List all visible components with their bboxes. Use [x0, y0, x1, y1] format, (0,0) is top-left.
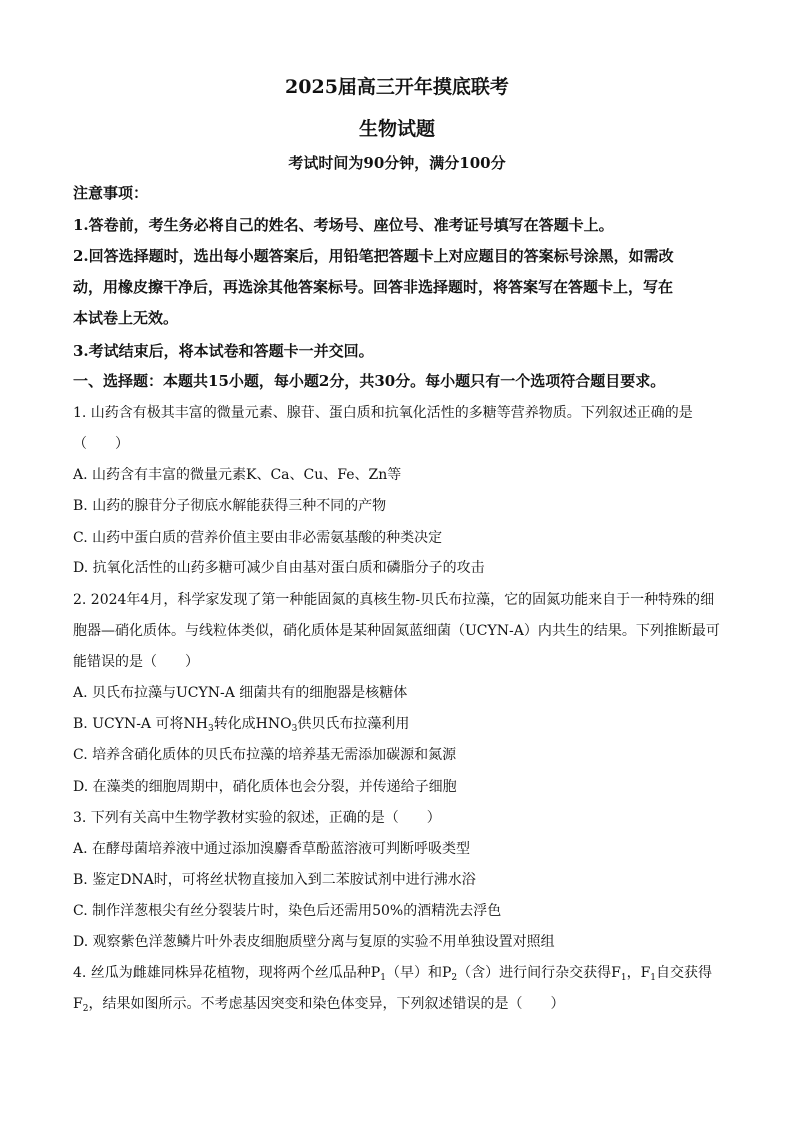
note-item-1: 1.答卷前，考生务必将自己的姓名、考场号、座位号、准考证号填写在答题卡上。	[73, 216, 614, 234]
q2-stem-line3: 能错误的是（ ）	[73, 654, 199, 670]
q3-option-c: C. 制作洋葱根尖有丝分裂装片时，染色后还需用50%的酒精洗去浮色	[73, 903, 502, 919]
note-item-2-line1: 2.回答选择题时，选出每小题答案后，用铅笔把答题卡上对应题目的答案标号涂黑，如需改	[73, 247, 674, 265]
q3-option-a: A. 在酵母菌培养液中通过添加溴麝香草酚蓝溶液可判断呼吸类型	[73, 841, 471, 857]
q1-option-b: B. 山药的腺苷分子彻底水解能获得三种不同的产物	[73, 498, 387, 514]
exam-info: 考试时间为90分钟，满分100分	[288, 154, 506, 172]
note-item-3: 3.考试结束后，将本试卷和答题卡一并交回。	[73, 342, 374, 360]
q4-stem-line1: 4. 丝瓜为雌雄同株异花植物，现将两个丝瓜品种$P_1$（早）和$P_2$（含）进行间行杂交获得$F_1$，$F_1$自交获得	[73, 965, 713, 983]
notes-heading: 注意事项：	[73, 184, 149, 202]
q2-option-d: D. 在藻类的细胞周期中，硝化质体也会分裂，并传递给子细胞	[73, 779, 457, 795]
note-item-2-line3: 本试卷上无效。	[73, 309, 179, 327]
q1-option-a: A. 山药含有丰富的微量元素K、Ca、Cu、Fe、Zn等	[73, 467, 402, 483]
q4-stem-line2: $F_2$，结果如图所示。不考虑基因突变和染色体变异，下列叙述错误的是（ ）	[73, 996, 565, 1014]
q3-option-d: D. 观察紫色洋葱鳞片叶外表皮细胞质壁分离与复原的实验不用单独设置对照组	[73, 934, 555, 950]
q3-stem: 3. 下列有关高中生物学教材实验的叙述，正确的是（ ）	[73, 810, 441, 826]
note-item-2-line2: 动，用橡皮擦干净后，再选涂其他答案标号。回答非选择题时，将答案写在答题卡上，写在	[73, 278, 674, 296]
exam-title: 2025届高三开年摸底联考	[285, 76, 509, 98]
section-heading: 一、选择题：本题共15小题，每小题2分，共30分。每小题只有一个选项符合题目要求。	[73, 372, 666, 390]
q2-option-b: B. UCYN-A 可将$NH_3$转化成$HNO_3$供贝氏布拉藻利用	[73, 716, 410, 734]
q3-option-b: B. 鉴定DNA时，可将丝状物直接加入到二苯胺试剂中进行沸水浴	[73, 872, 476, 888]
q2-option-c: C. 培养含硝化质体的贝氏布拉藻的培养基无需添加碳源和氮源	[73, 747, 457, 763]
q1-option-c: C. 山药中蛋白质的营养价值主要由非必需氨基酸的种类决定	[73, 530, 443, 546]
subject-title: 生物试题	[358, 118, 435, 140]
q1-option-d: D. 抗氧化活性的山药多糖可减少自由基对蛋白质和磷脂分子的攻击	[73, 560, 485, 576]
q1-stem-line1: 1. 山药含有极其丰富的微量元素、腺苷、蛋白质和抗氧化活性的多糖等营养物质。下列叙述正确的是	[73, 405, 693, 421]
q2-stem-line1: 2. 2024年4月，科学家发现了第一种能固氮的真核生物-贝氏布拉藻，它的固氮功能来自于一种特殊的细	[73, 592, 715, 608]
q1-stem-line2: （ ）	[73, 436, 129, 452]
q2-stem-line2: 胞器—硝化质体。与线粒体类似，硝化质体是某种固氮蓝细菌（UCYN-A）内共生的结果。下列推断最可	[73, 623, 720, 639]
q2-option-a: A. 贝氏布拉藻与UCYN-A 细菌共有的细胞器是核糖体	[73, 685, 408, 701]
